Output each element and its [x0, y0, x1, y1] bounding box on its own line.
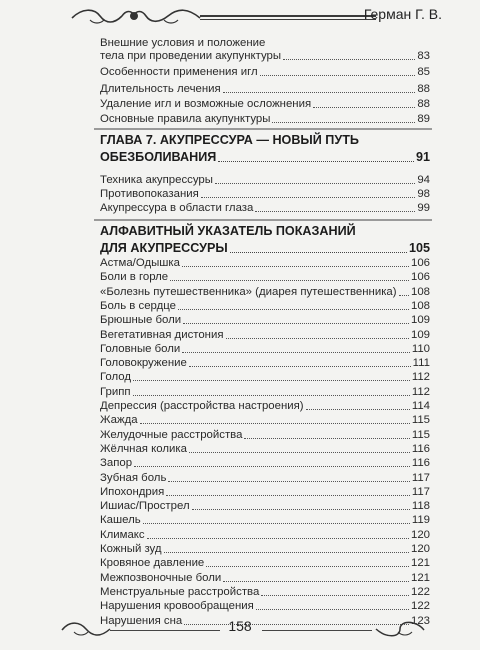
index-entry: [100, 271, 430, 284]
index-page-number: 105: [408, 241, 430, 255]
index-page-number: 120: [410, 528, 430, 541]
page-number: 158: [228, 618, 252, 634]
index-entry: [100, 586, 430, 599]
dot-leader: [133, 380, 410, 381]
index-page-number: 115: [411, 428, 430, 441]
section-divider: [94, 219, 432, 221]
toc-entry: [100, 98, 430, 111]
dot-leader: [140, 423, 410, 424]
section-divider: [94, 128, 432, 130]
toc-page-number: 85: [417, 66, 430, 78]
chapter-heading: [100, 132, 430, 166]
dot-leader: [255, 211, 415, 212]
index-entry: [100, 371, 430, 384]
toc-page-number: 83: [417, 50, 430, 62]
dot-leader: [283, 59, 415, 60]
index-page-number: 123: [410, 614, 430, 627]
index-entry: [100, 472, 430, 485]
toc-page-number: 88: [417, 98, 430, 110]
dot-leader: [133, 395, 410, 396]
toc-entry: [100, 37, 430, 63]
index-entry-text: Брюшные боли: [100, 314, 182, 327]
index-entry-text: Запор: [100, 457, 133, 470]
toc-entry: [100, 83, 430, 96]
toc-page-number: 98: [417, 188, 430, 200]
index-heading: [100, 223, 430, 257]
dot-leader: [168, 481, 409, 482]
index-entry-text: Желудочные расстройства: [100, 428, 243, 441]
dot-leader: [192, 509, 410, 510]
index-page-number: 111: [412, 357, 430, 370]
dot-leader: [182, 266, 409, 267]
index-entry: [100, 300, 430, 313]
index-entry: [100, 357, 430, 370]
index-entry: [100, 257, 430, 270]
footer-ornament-icon: [374, 618, 426, 640]
index-entry: [100, 286, 430, 299]
dot-leader: [230, 252, 407, 253]
index-page-number: 122: [410, 600, 430, 613]
toc-entry-text: Удаление игл и возможные осложнения: [100, 98, 312, 110]
index-entry-text: Жажда: [100, 414, 138, 427]
dot-leader: [201, 197, 416, 198]
dot-leader: [313, 107, 415, 108]
toc-entry-text: Основные правила акупунктуры: [100, 113, 271, 125]
index-page-number: 121: [410, 557, 430, 570]
index-page-number: 112: [411, 371, 430, 384]
index-entry-text: Головокружение: [100, 357, 187, 370]
header-rule-thin: [200, 19, 376, 20]
index-page-number: 119: [411, 514, 430, 527]
index-entry-text: Кашель: [100, 514, 141, 527]
index-entry-text: Жёлчная колика: [100, 442, 187, 455]
index-page-number: 106: [410, 271, 430, 284]
toc-entry-text: Особенности применения игл: [100, 66, 258, 78]
dot-leader: [223, 581, 409, 582]
toc-page-number: 94: [417, 174, 430, 186]
index-entry: [100, 314, 430, 327]
chapter-page-number: 91: [415, 150, 430, 164]
index-page-number: 115: [411, 414, 430, 427]
index-entry: [100, 457, 430, 470]
index-page-number: 118: [411, 500, 430, 513]
dot-leader: [306, 409, 410, 410]
index-entry-text: Кровяное давление: [100, 557, 205, 570]
index-page-number: 120: [410, 543, 430, 555]
dot-leader: [260, 75, 416, 76]
toc-entry: [100, 188, 430, 201]
toc-entry-text-line: Внешние условия и положение: [100, 37, 266, 49]
dot-leader: [272, 122, 415, 123]
header-ornament-icon: [70, 4, 202, 28]
dot-leader: [183, 323, 409, 324]
dot-leader: [226, 338, 409, 339]
page-footer: [0, 610, 480, 644]
toc-entry: [100, 113, 430, 126]
index-entry-text: Ипохондрия: [100, 485, 165, 498]
footer-rule: [262, 630, 372, 631]
dot-leader: [134, 466, 410, 467]
index-entry: [100, 414, 430, 427]
dot-leader: [189, 366, 411, 367]
index-page-number: 122: [410, 585, 430, 598]
dot-leader: [223, 92, 416, 93]
index-entry: [100, 386, 430, 399]
index-entry: [100, 429, 430, 442]
dot-leader: [182, 352, 410, 353]
index-entry-text: Межпозвоночные боли: [100, 571, 222, 584]
dot-leader: [189, 452, 410, 453]
dot-leader: [206, 566, 409, 567]
index-entry-text: «Болезнь путешественника» (диарея путешественника): [100, 285, 397, 298]
index-title-line: ДЛЯ АКУПРЕССУРЫ: [100, 241, 228, 255]
toc-page-number: 88: [417, 83, 430, 95]
dot-leader: [215, 183, 415, 184]
index-entry: [100, 486, 430, 499]
dot-leader: [143, 523, 410, 524]
index-entry: [100, 557, 430, 570]
index-page-number: 116: [411, 442, 430, 455]
index-entry-text: Депрессия (расстройства настроения): [100, 400, 304, 412]
index-entry: [100, 443, 430, 456]
index-page-number: 112: [411, 385, 430, 398]
index-entry: [100, 543, 430, 556]
chapter-title-line: ГЛАВА 7. АКУПРЕССУРА — НОВЫЙ ПУТЬ: [100, 133, 359, 147]
index-entry-text: Кожный зуд: [100, 543, 162, 555]
index-entry-text: Боли в горле: [100, 271, 169, 284]
index-entry: [100, 329, 430, 342]
toc-entry-text-line: тела при проведении акупунктуры: [100, 50, 282, 62]
index-page-number: 110: [411, 342, 430, 355]
chapter-title-line: ОБЕЗБОЛИВАНИЯ: [100, 150, 217, 164]
index-entry: [100, 514, 430, 527]
index-page-number: 109: [410, 314, 430, 327]
toc-page-number: 89: [417, 113, 430, 125]
index-title-line: АЛФАВИТНЫЙ УКАЗАТЕЛЬ ПОКАЗАНИЙ: [100, 224, 356, 238]
dot-leader: [399, 295, 409, 296]
index-entry: [100, 500, 430, 513]
dot-leader: [147, 538, 409, 539]
dot-leader: [164, 552, 409, 553]
index-entry: [100, 400, 430, 413]
dot-leader: [166, 495, 410, 496]
index-entry-text: Головные боли: [100, 342, 181, 355]
toc-entry: [100, 202, 430, 215]
index-entry: [100, 572, 430, 585]
index-entry-text: Грипп: [100, 385, 131, 398]
index-entry-text: Голод: [100, 371, 131, 384]
index-page-number: 117: [411, 471, 430, 484]
index-entry: [100, 529, 430, 542]
index-page-number: 106: [410, 257, 430, 269]
dot-leader: [244, 438, 409, 439]
running-head-author: Герман Г. В.: [363, 6, 442, 22]
toc-entry-text: Противопоказания: [100, 188, 199, 200]
index-entry-text: Боль в сердце: [100, 299, 177, 312]
dot-leader: [218, 161, 414, 162]
index-page-number: 121: [410, 571, 430, 584]
index-page-number: 108: [410, 285, 430, 298]
dot-leader: [261, 595, 409, 596]
toc-entry-text: Длительность лечения: [100, 83, 221, 95]
index-entry: [100, 343, 430, 356]
index-entry-text: Вегетативная дистония: [100, 328, 224, 341]
index-page-number: 109: [410, 328, 430, 341]
index-entry-text: Климакс: [100, 528, 145, 541]
index-page-number: 108: [410, 299, 430, 312]
toc-entry: [100, 174, 430, 187]
index-entry-text: Астма/Одышка: [100, 257, 180, 269]
index-entry-text: Менструальные расстройства: [100, 585, 260, 598]
page-header: [0, 0, 480, 32]
index-entry-text: Нарушения кровообращения: [100, 600, 254, 613]
index-page-number: 116: [411, 457, 430, 470]
index-entry-text: Зубная боль: [100, 471, 167, 484]
toc-entry-text: Техника акупрессуры: [100, 174, 213, 186]
index-page-number: 117: [411, 485, 430, 498]
toc-entry-text: Акупрессура в области глаза: [100, 202, 254, 214]
dot-leader: [178, 309, 409, 310]
header-rule: [200, 15, 376, 17]
index-entry-text: Нарушения сна: [100, 614, 183, 627]
toc-entry: [100, 66, 430, 79]
index-page-number: 114: [411, 400, 430, 412]
toc-page-number: 99: [417, 202, 430, 214]
dot-leader: [170, 280, 409, 281]
index-entry-text: Ишиас/Прострел: [100, 500, 190, 513]
